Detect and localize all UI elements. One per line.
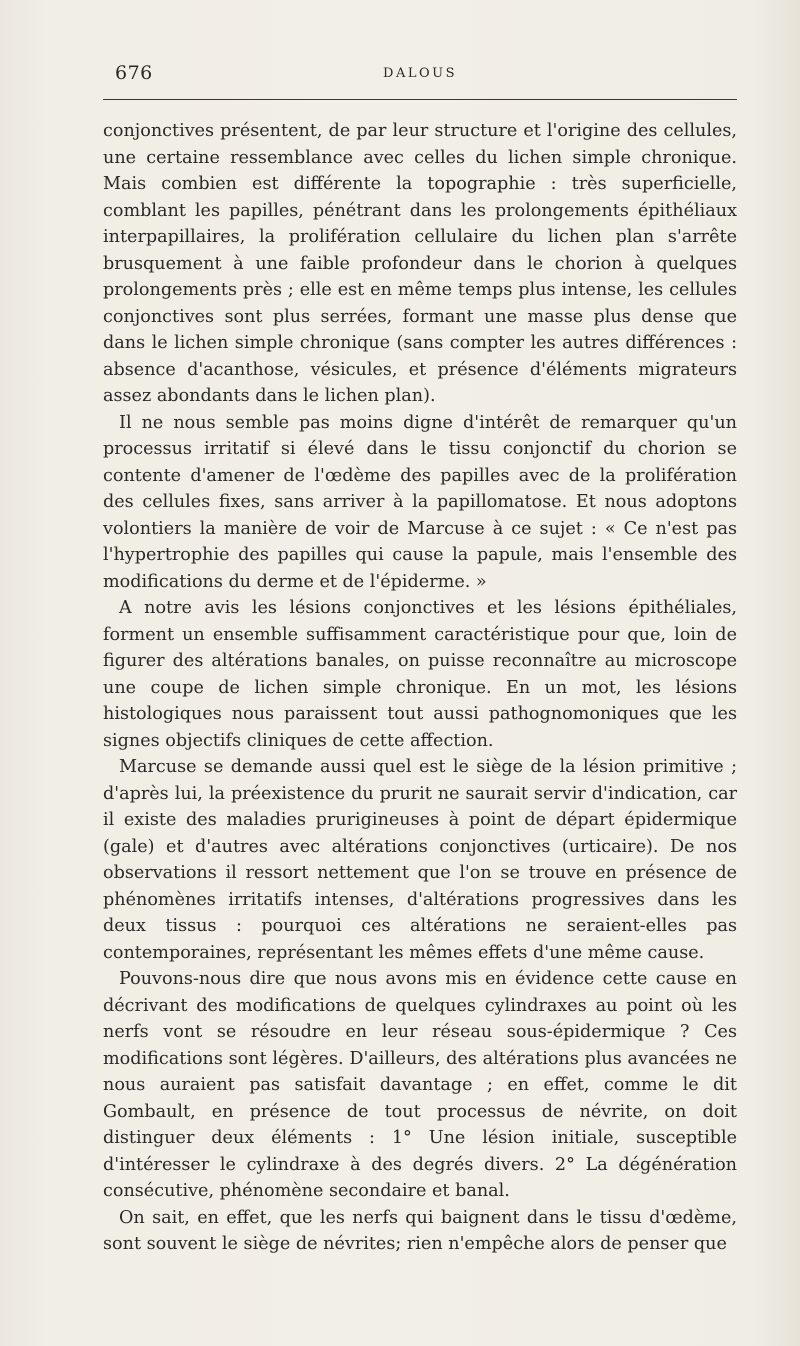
running-title: DALOUS <box>383 66 457 81</box>
header-rule <box>103 99 737 100</box>
paragraph: On sait, en effet, que les nerfs qui baignent dans le tissu d'œdème, sont souvent le siège de névrites; rien n'empêche alors de penser que <box>103 1207 737 1254</box>
paragraph: Pouvons-nous dire que nous avons mis en évidence cette cause en décrivant des modifications de quelques cylindraxes au point où les nerfs vont se résoudre en leur réseau sous-épidermique ? Ces modifications sont légères. D'ailleurs, des altérations plus avancées ne nous auraient pas satisfait davantage ; en effet, comme le dit Gombault, en présence de tout processus de névrite, on doit distinguer deux éléments : 1° Une lésion initiale, susceptible d'intéresser le cylindraxe à des degrés divers. 2° La dégénération consécutive, phénomène secondaire et banal. <box>103 969 737 1201</box>
paragraph: A notre avis les lésions conjonctives et les lésions épithéliales, forment un ensemble suffisamment caractéristique pour que, loin de figurer des altérations banales, on puisse reconnaître au microscope une coupe de lichen simple chronique. En un mot, les lésions histologiques nous paraissent tout aussi pathognomoniques que les signes objectifs cliniques de cette affection. <box>103 598 737 751</box>
page-number: 676 <box>115 62 153 84</box>
paragraph: Marcuse se demande aussi quel est le siège de la lésion primitive ; d'après lui, la préexistence du prurit ne saurait servir d'indication, car il existe des maladies prurigineuses à point de départ épidermique (gale) et d'autres avec altérations conjonctives (urticaire). De nos observations il ressort nettement que l'on se trouve en présence de phénomènes irritatifs intenses, d'altérations progressives dans les deux tissus : pourquoi ces altérations ne seraient-elles pas contemporaines, représentant les mêmes effets d'une même cause. <box>103 757 737 963</box>
page-header <box>103 62 737 86</box>
body-text <box>103 118 737 1258</box>
paragraph: Il ne nous semble pas moins digne d'intérêt de remarquer qu'un processus irritatif si élevé dans le tissu conjonctif du chorion se contente d'amener de l'œdème des papilles avec de la prolifération des cellules fixes, sans arriver à la papillomatose. Et nous adoptons volontiers la manière de voir de Marcuse à ce sujet : « Ce n'est pas l'hypertrophie des papilles qui cause la papule, mais l'ensemble des modifications du derme et de l'épiderme. » <box>103 412 737 592</box>
paragraph-continued: conjonctives présentent, de par leur structure et l'origine des cellules, une certaine ressemblance avec celles du lichen simple chronique. Mais combien est différente la topographie : très superficielle, comblant les papilles, pénétrant dans les prolongements épithéliaux interpapillaires, la prolifération cellulaire du lichen plan s'arrête brusquement à une faible profondeur dans le chorion à quelques prolongements près ; elle est en même temps plus intense, les cellules conjonctives sont plus serrées, formant une masse plus dense que dans le lichen simple chronique (sans compter les autres différences : absence d'acanthose, vésicules, et présence d'éléments migrateurs assez abondants dans le lichen plan). <box>103 121 737 406</box>
